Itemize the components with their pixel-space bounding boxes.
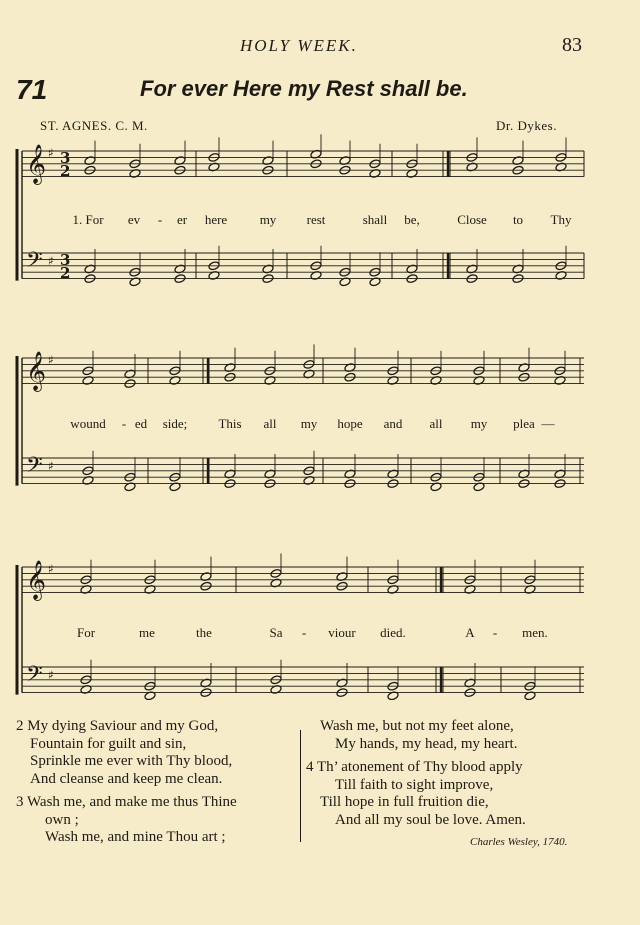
verses-left-column	[16, 718, 301, 847]
lyric-syllable: to	[512, 212, 524, 227]
verse-3-line-1: 3 Wash me, and make me thus Thine	[16, 794, 237, 810]
lyric-syllable: my	[300, 416, 318, 431]
lyric-syllable: died.	[380, 625, 406, 640]
time-signature: 2	[60, 264, 71, 282]
key-signature: ♯	[48, 254, 54, 268]
lyric-syllable: -	[157, 212, 163, 227]
verse-2-line-2: Fountain for guilt and sin,	[30, 735, 187, 752]
lyric-syllable: my	[259, 212, 277, 227]
hymn-title: For ever Here my Rest shall be.	[140, 76, 468, 101]
running-head	[0, 36, 640, 58]
lyric-syllable: plea	[513, 416, 535, 431]
key-signature: ♯	[48, 459, 54, 473]
lyric-syllable: This	[218, 416, 242, 431]
lyric-syllable: 1. For	[72, 212, 104, 227]
lyric-syllable: rest	[306, 212, 326, 227]
lyric-line-1	[0, 212, 640, 230]
lyric-syllable: all	[263, 416, 277, 431]
verse-3-line-3: Wash me, but not my feet alone,	[320, 718, 514, 734]
verse-4-line-2: Till faith to sight improve,	[335, 776, 494, 793]
time-signature: 3	[60, 149, 71, 167]
lyric-syllable: -	[492, 625, 498, 640]
running-title: HOLY WEEK.	[240, 36, 358, 55]
lyric-syllable: all	[429, 416, 443, 431]
lyric-syllable: and	[383, 416, 403, 431]
lyric-syllable: -	[301, 625, 307, 640]
lyric-syllable: shall	[362, 212, 388, 227]
treble-clef: 𝄞	[26, 560, 47, 600]
lyric-syllable: ev	[127, 212, 141, 227]
tune-name: ST. AGNES. C. M.	[40, 118, 148, 133]
time-signature: 2	[60, 162, 71, 180]
verse-4-line-1: 4 Th’ atonement of Thy blood apply	[306, 759, 523, 775]
key-signature: ♯	[48, 353, 54, 367]
bass-clef: 𝄢	[26, 662, 43, 692]
lyric-syllable: men.	[522, 625, 548, 640]
lyric-syllable: me	[139, 625, 155, 640]
bass-clef: 𝄢	[26, 453, 43, 483]
verse-2-line-3: Sprinkle me ever with Thy blood,	[30, 753, 233, 769]
bass-clef: 𝄢	[26, 248, 43, 278]
verse-4-line-3: Till hope in full fruition die,	[320, 794, 489, 810]
lyric-syllable: A	[465, 625, 475, 640]
lyric-syllable: be,	[404, 212, 420, 227]
hymn-number: 71	[16, 74, 48, 105]
verse-3-line-2: Wash me, and mine Thou art ;	[45, 829, 226, 845]
lyric-syllable: er	[176, 212, 188, 227]
verses-right-column	[306, 718, 596, 829]
lyric-syllable: side;	[162, 416, 188, 431]
verse-3-line-4: My hands, my head, my heart.	[335, 735, 518, 752]
lyric-syllable: Sa	[269, 625, 283, 640]
key-signature: ♯	[48, 562, 54, 576]
lyric-syllable: viour	[328, 625, 356, 640]
lyric-syllable: —	[541, 416, 555, 431]
key-signature: ♯	[48, 146, 54, 160]
verse-4-line-4: And all my soul be love. Amen.	[335, 811, 526, 828]
verse-2-line-4: And cleanse and keep me clean.	[30, 770, 223, 787]
lyric-syllable: Close	[457, 212, 487, 227]
composer: Dr. Dykes.	[496, 118, 557, 133]
lyric-syllable: my	[470, 416, 488, 431]
lyric-syllable: hope	[337, 416, 363, 431]
lyric-syllable: For	[76, 625, 96, 640]
lyric-syllable: ed	[134, 416, 148, 431]
lyric-syllable: wound	[70, 416, 106, 431]
verse-2-line-1: 2 My dying Saviour and my God,	[16, 718, 219, 734]
page-number: 83	[562, 34, 582, 56]
column-divider	[300, 730, 301, 842]
lyric-line-2	[0, 416, 640, 434]
attribution: Charles Wesley, 1740.	[470, 836, 568, 848]
lyric-syllable: -	[121, 416, 127, 431]
key-signature: ♯	[48, 668, 54, 682]
treble-clef: 𝄞	[26, 144, 47, 184]
lyric-syllable: the	[196, 625, 212, 640]
time-signature: 3	[60, 251, 71, 269]
verse-3-line-1b: own ;	[45, 811, 79, 828]
treble-clef: 𝄞	[26, 351, 47, 391]
lyric-syllable: Thy	[550, 212, 572, 227]
lyric-line-3	[0, 625, 640, 643]
lyric-syllable: here	[204, 212, 228, 227]
